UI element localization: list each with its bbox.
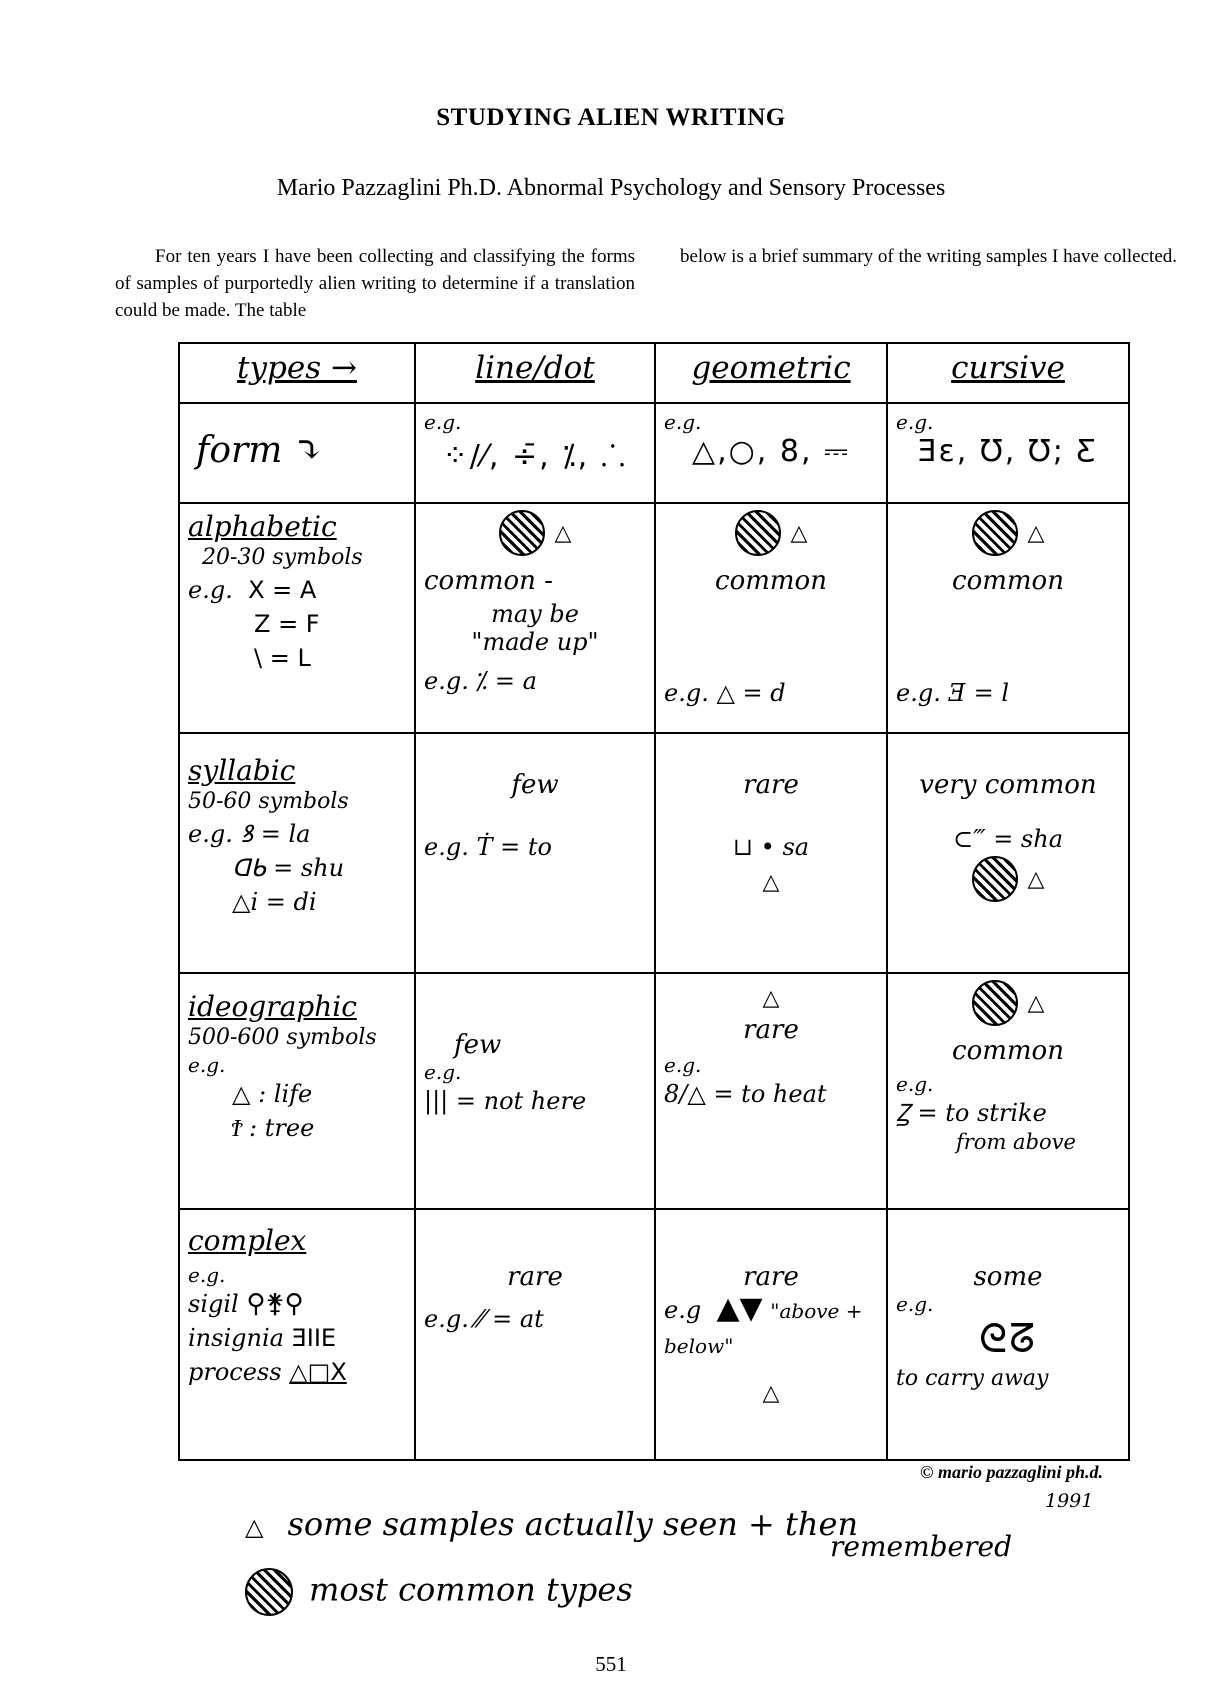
example: 8/△ = to heat — [664, 1080, 827, 1108]
legend-common-text: most common types — [309, 1570, 633, 1609]
ideographic-example-1: △ : life — [232, 1080, 313, 1108]
seen-triangle-icon: △ — [1027, 866, 1045, 892]
frequency-word: rare — [507, 1262, 563, 1292]
frequency-word: some — [973, 1262, 1043, 1292]
page-title: STUDYING ALIEN WRITING — [436, 104, 786, 131]
frequency-word: common - — [424, 566, 553, 596]
ideographic-line-dot-cell — [415, 973, 655, 1209]
frequency-word: rare — [743, 1015, 799, 1045]
header-geometric: geometric — [655, 343, 887, 403]
frequency-word: common — [952, 566, 1064, 596]
legend-seen — [245, 1505, 858, 1543]
seen-triangle-icon: △ — [762, 1381, 780, 1406]
intro-paragraph-right: below is a brief summary of the writing samples I have collected. — [680, 246, 1178, 267]
table-row-complex — [179, 1209, 1129, 1460]
syllabic-count: 50-60 symbols — [188, 789, 349, 814]
frequency-word: common — [715, 566, 827, 596]
complex-sigil: sigil ⚲⚵⚲ — [188, 1289, 304, 1319]
most-common-disc-icon — [499, 510, 545, 556]
frequency-word: rare — [743, 770, 799, 800]
complex-geometric-cell — [655, 1209, 887, 1460]
alphabetic-label: alphabetic — [188, 510, 337, 543]
row-label-ideographic — [179, 973, 415, 1209]
example: to carry away — [896, 1366, 1049, 1391]
syllabic-example-1: e.g. ꝸ = la — [188, 820, 311, 848]
table-row-ideographic — [179, 973, 1129, 1209]
example: e.g. ⁒ = a — [424, 667, 537, 695]
ideographic-label: ideographic — [188, 990, 357, 1023]
legend-common — [245, 1568, 633, 1616]
alphabetic-example-1: e.g. X = A — [188, 576, 317, 604]
intro-paragraph-left: For ten years I have been collecting and classifying the forms of samples of purportedly alien writing to determine if a translation could be made. The table — [115, 246, 635, 321]
eg-label: e.g. — [664, 1053, 702, 1077]
above-below-glyph-icon: ▲▼ — [716, 1291, 763, 1326]
example: e.g. ⁄⁄ = at — [424, 1305, 544, 1333]
process-glyph-icon: △□X — [289, 1358, 347, 1386]
alphabetic-geometric-cell — [655, 503, 887, 733]
copyright-year: 1991 — [1045, 1490, 1094, 1512]
sigil-glyph-icon: ⚲⚵⚲ — [246, 1289, 304, 1319]
most-common-disc-icon — [972, 856, 1018, 902]
frequency-marks — [664, 510, 878, 562]
alphabetic-example-3: \ = L — [254, 644, 311, 672]
ideographic-cursive-cell — [887, 973, 1129, 1209]
note-line-1: may be — [491, 600, 579, 628]
header-line-dot: line/dot — [415, 343, 655, 403]
ideographic-count: 500-600 symbols — [188, 1025, 377, 1050]
frequency-word: rare — [743, 1262, 799, 1292]
ideographic-geometric-cell — [655, 973, 887, 1209]
form-line-dot-cell — [415, 403, 655, 503]
example-continued: from above — [956, 1130, 1076, 1154]
legend-remembered: remembered — [830, 1530, 1012, 1563]
syllabic-example-3: △i = di — [232, 888, 317, 916]
alphabetic-line-dot-cell — [415, 503, 655, 733]
row-label-form — [179, 403, 415, 503]
seen-triangle-icon: △ — [1027, 520, 1045, 546]
frequency-marks — [896, 980, 1120, 1032]
eg-label: e.g. — [896, 410, 934, 434]
complex-insignia: insignia ƎIIE — [188, 1324, 337, 1352]
eg-label: e.g. — [424, 410, 462, 434]
example: e.g. Ǝ = l — [896, 679, 1010, 707]
most-common-disc-icon — [735, 510, 781, 556]
example-row: e.g ▲▼ "above + below" — [664, 1291, 863, 1358]
author-line: Mario Pazzaglini Ph.D. Abnormal Psychology and Sensory Processes — [276, 175, 946, 201]
table-row-syllabic — [179, 733, 1129, 973]
example: ⊂‴ = sha — [952, 825, 1064, 853]
complex-cursive-cell — [887, 1209, 1129, 1460]
form-geometric-cell — [655, 403, 887, 503]
eg-label: e.g. — [424, 1060, 462, 1084]
page-number: 551 — [595, 1652, 627, 1676]
seen-triangle-icon: △ — [762, 986, 780, 1011]
insignia-glyph-icon: ƎIIE — [291, 1324, 337, 1352]
syllabic-line-dot-cell — [415, 733, 655, 973]
syllabic-example-2: ᗡᑲ = shu — [232, 854, 345, 882]
cursive-glyphs: Ǝε, Ʊ, Ʊ; Ƹ — [917, 434, 1099, 469]
row-label-syllabic — [179, 733, 415, 973]
carry-away-glyph-icon: ᘓᘔ — [978, 1316, 1038, 1362]
example: Ꙁ = to strike — [896, 1099, 1047, 1127]
table-header-row — [179, 343, 1129, 403]
seen-triangle-icon: △ — [1027, 990, 1045, 1016]
alphabetic-count: 20-30 symbols — [202, 545, 363, 570]
complex-process: process △□X — [188, 1358, 347, 1386]
writing-types-table — [178, 342, 1130, 1461]
eg-label: e.g. — [188, 576, 233, 604]
most-common-disc-icon — [972, 980, 1018, 1026]
syllabic-cursive-cell — [887, 733, 1129, 973]
example: ⊔ • sa — [732, 833, 810, 861]
frequency-word: very common — [919, 770, 1097, 800]
row-label-complex — [179, 1209, 415, 1460]
seen-triangle-icon: △ — [762, 870, 780, 895]
copyright-note: © mario pazzaglini ph.d. — [920, 1462, 1103, 1482]
syllabic-label: syllabic — [188, 754, 296, 787]
complex-label: complex — [188, 1224, 307, 1257]
eg-label: e.g — [664, 1296, 702, 1324]
eg-label: e.g. — [896, 1292, 934, 1316]
frequency-marks — [896, 856, 1120, 908]
frequency-marks — [424, 510, 646, 562]
example: e.g. Ṫ = to — [424, 833, 552, 861]
table-row-form — [179, 403, 1129, 503]
eg-label: e.g. — [188, 1263, 226, 1287]
geometric-glyphs: △,○, 8, ⎓ — [692, 434, 850, 469]
syllabic-geometric-cell — [655, 733, 887, 973]
ideographic-example-2: Ϯ : tree — [232, 1114, 315, 1142]
example: e.g. △ = d — [664, 679, 786, 707]
legend-seen-text: some samples actually seen + then — [287, 1505, 859, 1543]
frequency-marks — [896, 510, 1120, 562]
form-cursive-cell — [887, 403, 1129, 503]
frequency-word: few — [511, 770, 559, 800]
eg-label: e.g. — [896, 1072, 934, 1096]
form-label: form ⤵ — [196, 430, 324, 471]
eg-label: e.g. — [664, 410, 702, 434]
seen-triangle-icon: △ — [790, 520, 808, 546]
header-types: types → — [179, 343, 415, 403]
eg-label: e.g. — [188, 1053, 226, 1077]
note-line-2: "made up" — [471, 628, 599, 656]
example: ||| = not here — [424, 1087, 587, 1115]
frequency-word: common — [952, 1036, 1064, 1066]
most-common-disc-icon — [972, 510, 1018, 556]
seen-triangle-icon: △ — [245, 1512, 264, 1541]
complex-line-dot-cell — [415, 1209, 655, 1460]
alphabetic-cursive-cell — [887, 503, 1129, 733]
most-common-disc-icon — [245, 1568, 293, 1616]
frequency-word: few — [454, 1030, 502, 1060]
seen-triangle-icon: △ — [554, 520, 572, 546]
table-row-alphabetic — [179, 503, 1129, 733]
line-dot-glyphs: ⁘/⁄, ÷̄, ⁒, ⸫ — [442, 439, 628, 474]
alphabetic-example-2: Z = F — [254, 610, 320, 638]
header-cursive: cursive — [887, 343, 1129, 403]
row-label-alphabetic — [179, 503, 415, 733]
